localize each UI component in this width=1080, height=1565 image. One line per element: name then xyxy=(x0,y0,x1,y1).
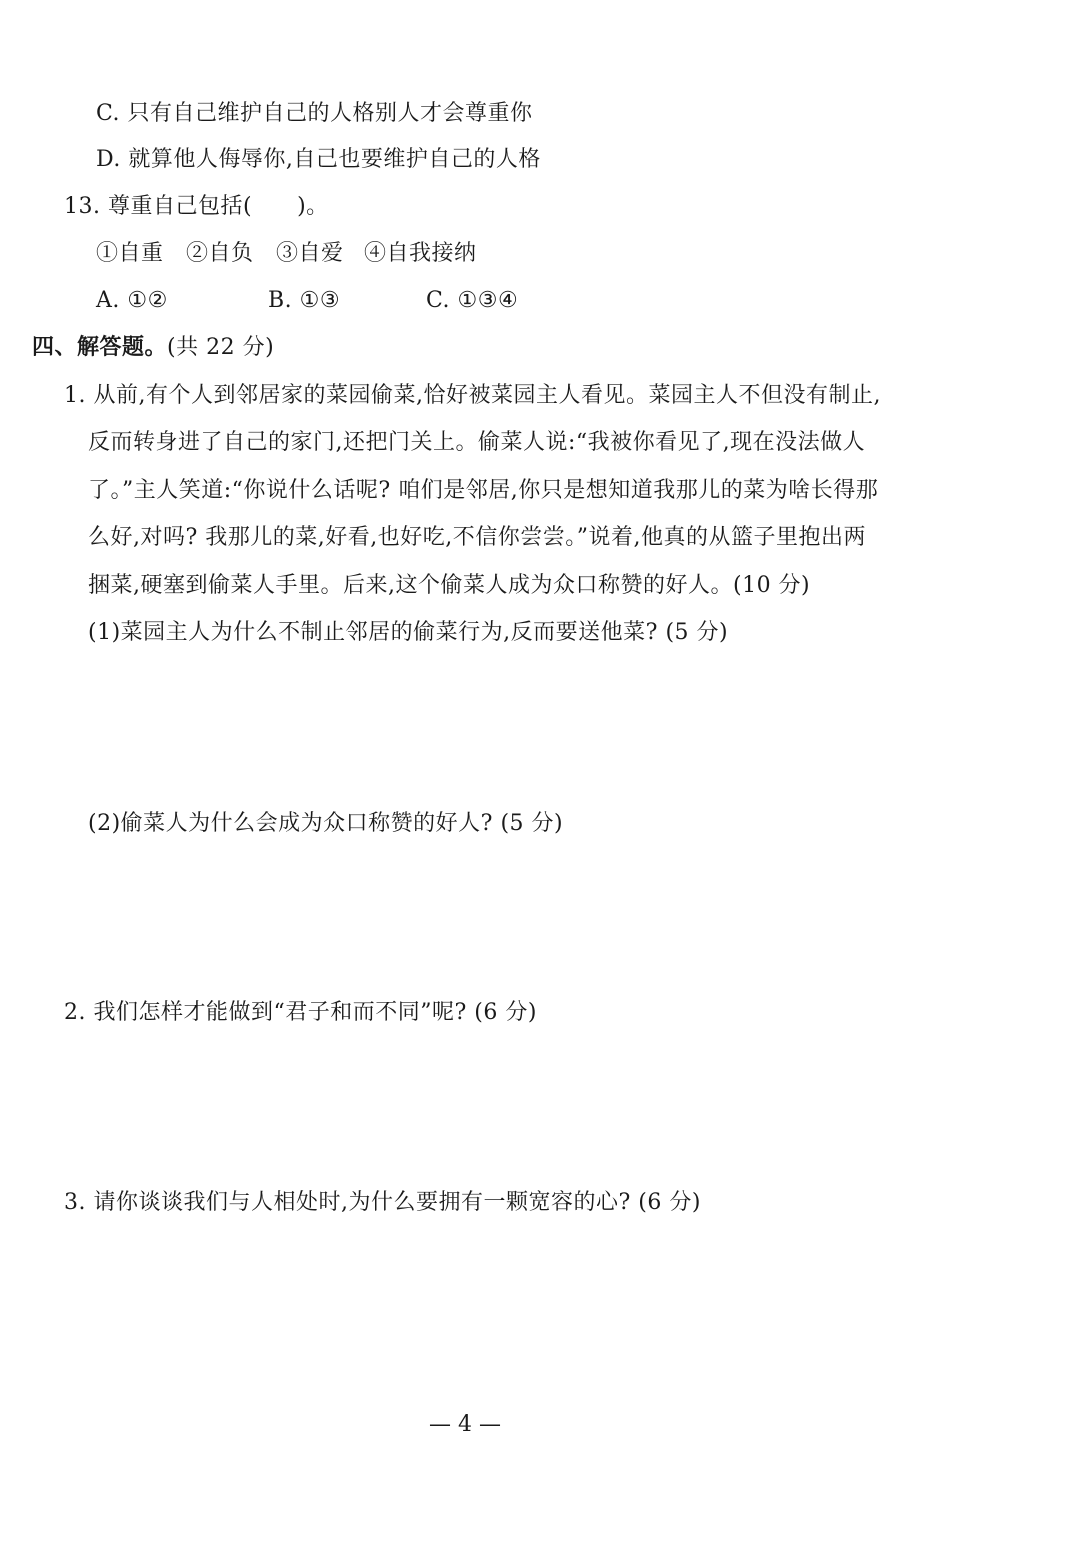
q12-option-d: D. 就算他人侮辱你,自己也要维护自己的人格 xyxy=(96,147,541,172)
q1-sub-question-2: (2)偷菜人为什么会成为众口称赞的好人? (5 分) xyxy=(88,811,564,836)
q13-item: ①自重 xyxy=(96,241,164,266)
q13-option-c: C. ①③④ xyxy=(426,288,519,313)
q12-option-c: C. 只有自己维护自己的人格别人才会尊重你 xyxy=(96,101,533,126)
q3-stem: 3. 请你谈谈我们与人相处时,为什么要拥有一颗宽容的心? (6 分) xyxy=(64,1190,701,1215)
q2-stem: 2. 我们怎样才能做到“君子和而不同”呢? (6 分) xyxy=(64,1000,537,1025)
q13-stem: 13. 尊重自己包括( )。 xyxy=(64,194,329,219)
q1-line-3: 了。”主人笑道:“你说什么话呢? 咱们是邻居,你只是想知道我那儿的菜为啥长得那 xyxy=(88,478,879,503)
section-title: 四、解答题。 xyxy=(32,335,168,360)
q1-line-5: 捆菜,硬塞到偷菜人手里。后来,这个偷菜人成为众口称赞的好人。(10 分) xyxy=(88,573,811,598)
section-heading xyxy=(32,333,274,363)
q1-line-2: 反而转身进了自己的家门,还把门关上。偷菜人说:“我被你看见了,现在没法做人 xyxy=(88,430,866,455)
page-number: — 4 — xyxy=(429,1412,501,1437)
q13-option-b: B. ①③ xyxy=(268,288,341,313)
q13-item: ②自负 xyxy=(186,241,254,266)
section-score: (共 22 分) xyxy=(167,335,275,360)
q1-sub-question-1: (1)菜园主人为什么不制止邻居的偷菜行为,反而要送他菜? (5 分) xyxy=(88,620,729,645)
q13-item: ④自我接纳 xyxy=(364,241,477,266)
q1-line-4: 么好,对吗? 我那儿的菜,好看,也好吃,不信你尝尝。”说着,他真的从篮子里抱出两 xyxy=(88,525,867,550)
q13-item: ③自爱 xyxy=(276,241,344,266)
q13-option-a: A. ①② xyxy=(96,288,168,313)
q1-line-1: 1. 从前,有个人到邻居家的菜园偷菜,恰好被菜园主人看见。菜园主人不但没有制止, xyxy=(64,383,881,408)
